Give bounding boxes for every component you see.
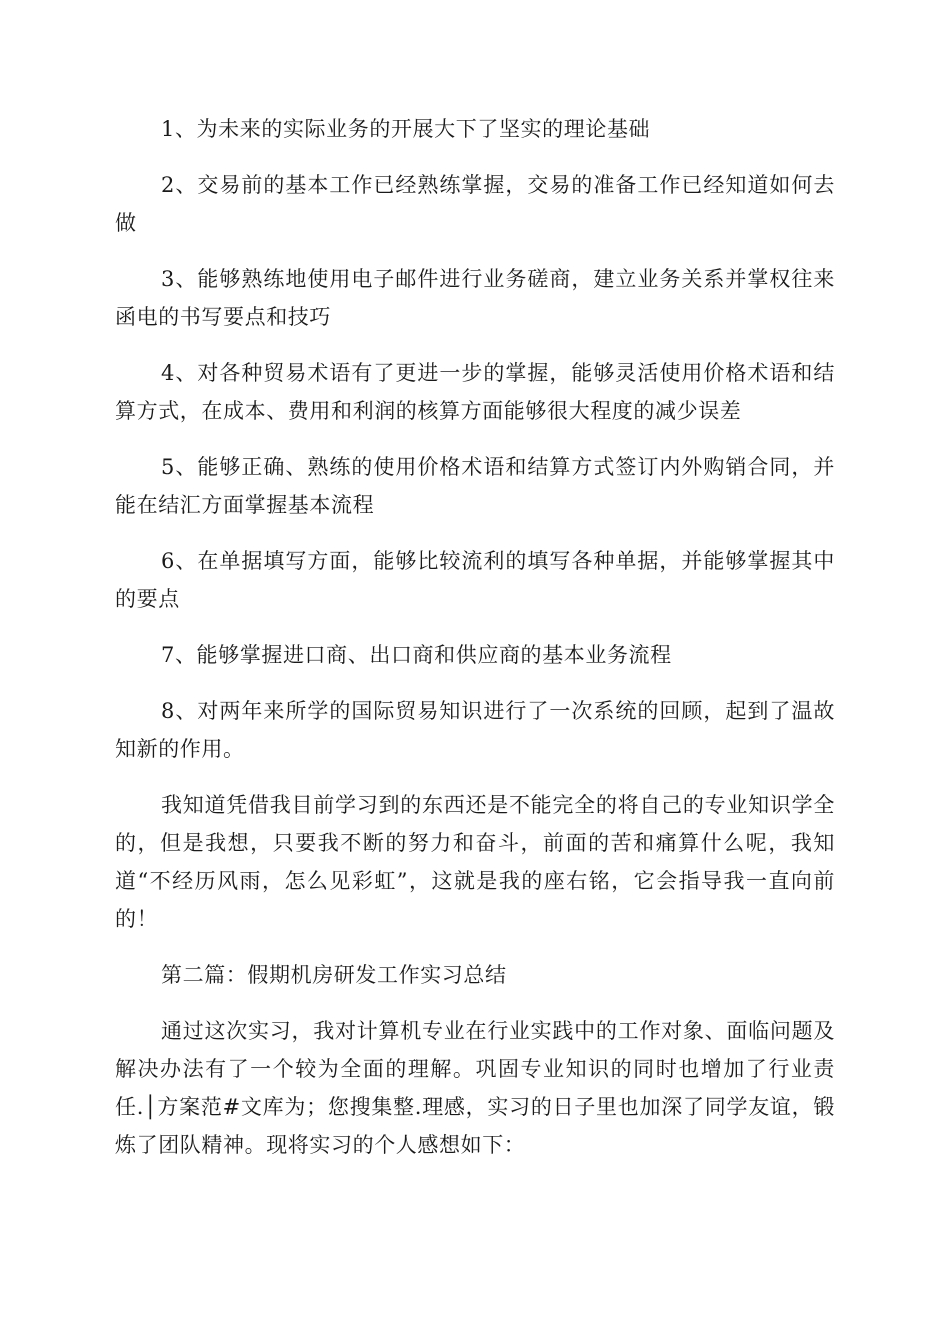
section-heading: 第二篇：假期机房研发工作实习总结: [161, 963, 507, 987]
list-item-7: 7、能够掌握进口商、出口商和供应商的基本业务流程: [161, 643, 672, 667]
list-item-8: 8、对两年来所学的国际贸易知识进行了一次系统的回顾，起到了温故知新的作用。: [115, 699, 835, 761]
list-item-4: 4、对各种贸易术语有了更进一步的掌握，能够灵活使用价格术语和结算方式，在成本、费用和利润的核算方面能够很大程度的减少误差: [115, 361, 835, 423]
list-item-6: 6、在单据填写方面，能够比较流利的填写各种单据，并能够掌握其中的要点: [115, 549, 835, 611]
list-item-1: 1、为未来的实际业务的开展大下了坚实的理论基础: [161, 117, 651, 141]
intro-paragraph: 通过这次实习，我对计算机专业在行业实践中的工作对象、面临问题及解决办法有了一个较为全面的理解。巩固专业知识的同时也增加了行业责任.│方案范#文库为；您搜集整.理感，实习的日子里也加深了同学友谊，锻炼了团队精神。现将实习的个人感想如下：: [115, 1019, 835, 1157]
document-body: [115, 110, 835, 1182]
list-item-3: 3、能够熟练地使用电子邮件进行业务磋商，建立业务关系并掌权往来函电的书写要点和技巧: [115, 267, 835, 329]
list-item-5: 5、能够正确、熟练的使用价格术语和结算方式签订内外购销合同，并能在结汇方面掌握基本流程: [115, 455, 835, 517]
closing-paragraph: 我知道凭借我目前学习到的东西还是不能完全的将自己的专业知识学全的，但是我想，只要我不断的努力和奋斗，前面的苦和痛算什么呢，我知道“不经历风雨，怎么见彩虹”，这就是我的座右铭，它会指导我一直向前的！: [115, 793, 835, 931]
list-item-2: 2、交易前的基本工作已经熟练掌握，交易的准备工作已经知道如何去做: [115, 173, 835, 235]
